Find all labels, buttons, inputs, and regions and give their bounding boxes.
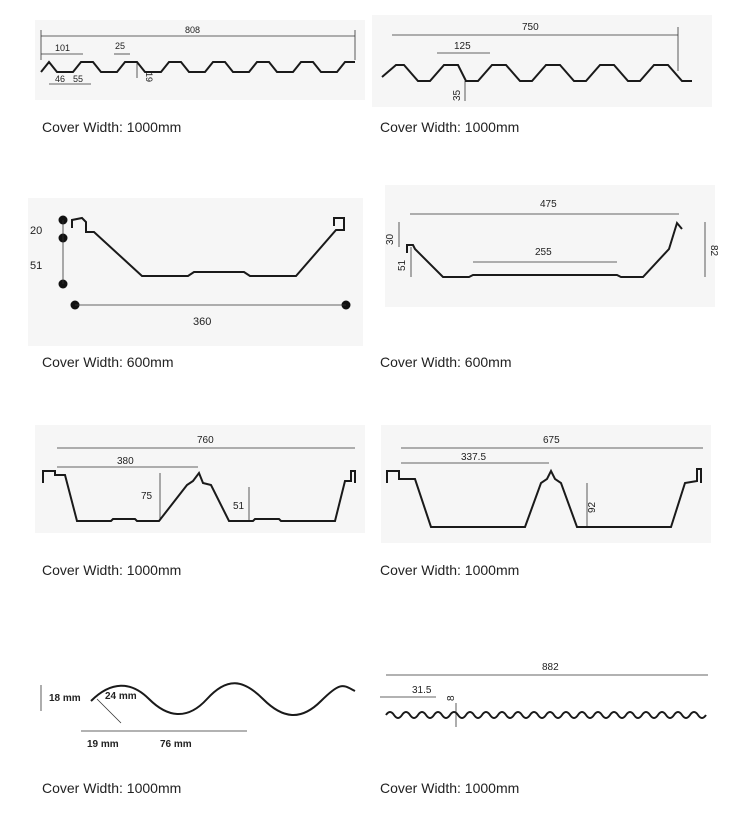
- dim-crest: 25: [115, 41, 126, 51]
- profile-outline: [382, 65, 692, 81]
- profile-6-drawing: [381, 425, 711, 543]
- dim-total: 82: [708, 245, 719, 257]
- profile-4-drawing: [385, 185, 719, 307]
- profile-3-diagram: [28, 198, 363, 346]
- profile-3-caption: Cover Width: 600mm: [42, 354, 174, 370]
- dim-height: 51: [397, 259, 408, 271]
- profile-7-drawing: [35, 663, 365, 755]
- dim-half: 337.5: [461, 452, 487, 463]
- dim-overall: 808: [185, 25, 201, 35]
- dim-pitch: 76 mm: [160, 739, 192, 750]
- profile-2-diagram: [372, 15, 712, 107]
- profile-7-diagram: [35, 663, 365, 755]
- profile-outline: [386, 712, 706, 718]
- profile-8-caption: Cover Width: 1000mm: [380, 780, 520, 796]
- profile-outline: [41, 62, 355, 72]
- profile-1-drawing: [35, 20, 365, 100]
- profile-outline: [387, 469, 701, 527]
- dim-height: 35: [452, 89, 463, 101]
- profile-8-diagram: [372, 655, 712, 737]
- dim-height: 92: [587, 501, 598, 513]
- dim-half: 380: [117, 456, 134, 467]
- dim-overall: 760: [197, 435, 214, 446]
- dim-radius: 24 mm: [105, 691, 137, 702]
- profile-6-diagram: [381, 425, 711, 543]
- profile-2-caption: Cover Width: 1000mm: [380, 119, 520, 135]
- dim-pitch: 125: [454, 41, 471, 52]
- profile-8-drawing: [372, 655, 712, 737]
- profile-2-drawing: [372, 15, 712, 107]
- profile-3-drawing: [28, 198, 363, 346]
- profile-1-diagram: [35, 20, 365, 100]
- dim-overall: 675: [543, 435, 560, 446]
- profile-5-caption: Cover Width: 1000mm: [42, 562, 182, 578]
- profile-1-caption: Cover Width: 1000mm: [42, 119, 182, 135]
- dim-pan: 255: [535, 247, 552, 258]
- profile-4-diagram: [385, 185, 719, 307]
- profile-4-caption: Cover Width: 600mm: [380, 354, 512, 370]
- profile-5-drawing: [35, 425, 365, 533]
- dim-height: 51: [233, 501, 245, 512]
- dim-overall: 475: [540, 199, 557, 210]
- dim-lip: 30: [385, 233, 396, 245]
- dim-height: 51: [30, 260, 43, 272]
- dim-pitch: 101: [55, 43, 71, 53]
- dim-pitch: 31.5: [412, 685, 432, 696]
- dim-overall: 750: [522, 22, 539, 33]
- dim-lip: 20: [30, 225, 43, 237]
- dim-half: 19 mm: [87, 739, 119, 750]
- dim-height: 18 mm: [49, 693, 81, 704]
- dimension-line: [97, 699, 121, 723]
- dim-width: 360: [193, 316, 212, 328]
- dim-overall: 882: [542, 662, 559, 673]
- profile-7-caption: Cover Width: 1000mm: [42, 780, 182, 796]
- dim-base: 55: [73, 74, 84, 84]
- dim-height: 19: [144, 72, 154, 83]
- profile-6-caption: Cover Width: 1000mm: [380, 562, 520, 578]
- dim-rib: 75: [141, 491, 153, 502]
- profile-outline: [72, 218, 344, 276]
- dim-valley: 46: [55, 74, 66, 84]
- profile-5-diagram: [35, 425, 365, 533]
- dim-height: 8: [446, 695, 457, 701]
- profile-outline: [43, 471, 355, 521]
